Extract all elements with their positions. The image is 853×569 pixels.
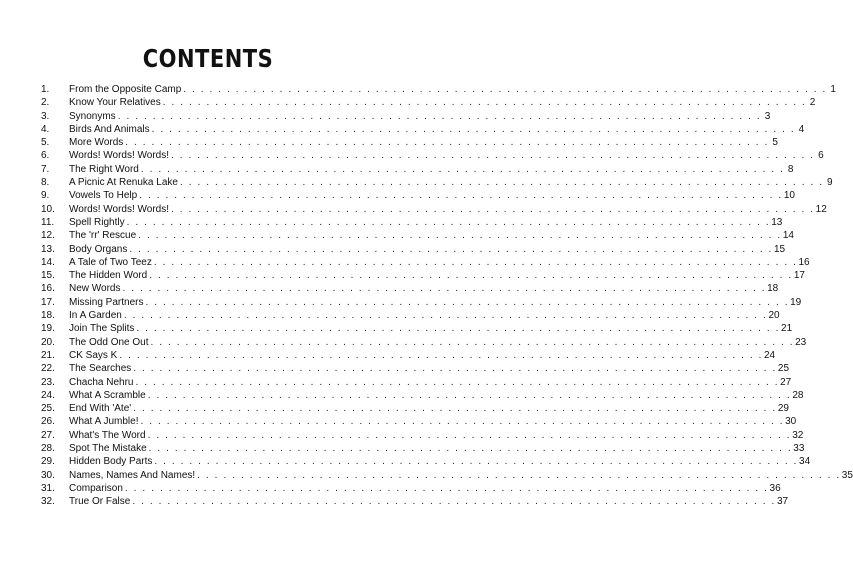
entry-page-number[interactable]: 33 [793, 443, 805, 455]
entry-title[interactable]: A Tale of Two Teez [69, 256, 152, 268]
entry-title[interactable]: True Or False [69, 496, 131, 508]
entry-number: 16. [41, 283, 55, 295]
entry-number: 28. [41, 443, 55, 455]
entry-page-number[interactable]: 4 [798, 123, 805, 135]
toc-entry-3[interactable] [41, 110, 771, 123]
entry-number: 26. [41, 416, 55, 428]
entry-number: 9. [41, 190, 50, 202]
entry-number: 30. [41, 469, 55, 481]
dot-leader: . . . . . . . . . . . . . . . . . . . . . . . . . . . . . . . . . . . . . . . . . . . . . . . . . . . . . . . . . . . . . . . . . . . . . . . . . . [132, 496, 776, 508]
dot-leader: . . . . . . . . . . . . . . . . . . . . . . . . . . . . . . . . . . . . . . . . . . . . . . . . . . . . . . . . . . . . . . . . . . . . . . . . . . [183, 84, 827, 95]
toc-entry-23[interactable] [41, 376, 792, 389]
entry-title[interactable]: Synonyms [69, 110, 116, 122]
dot-leader: . . . . . . . . . . . . . . . . . . . . . . . . . . . . . . . . . . . . . . . . . . . . . . . . . . . . . . . . . . . . . . . . . . . . . . . . . . [122, 283, 767, 295]
entry-title[interactable]: What A Jumble! [69, 416, 139, 428]
entry-number: 2. [41, 97, 50, 109]
entry-page-number[interactable]: 23 [795, 336, 807, 348]
entry-number: 17. [41, 296, 55, 308]
toc-entry-11[interactable] [41, 216, 783, 229]
dot-leader: . . . . . . . . . . . . . . . . . . . . . . . . . . . . . . . . . . . . . . . . . . . . . . . . . . . . . . . . . . . . . . . . . . . . . . . . . . [154, 456, 799, 468]
entry-number: 31. [41, 482, 55, 494]
entry-number: 24. [41, 389, 55, 401]
dot-leader: . . . . . . . . . . . . . . . . . . . . . . . . . . . . . . . . . . . . . . . . . . . . . . . . . . . . . . . . . . . . . . . . . . . . . . . . . . [147, 429, 792, 441]
entry-number: 29. [41, 456, 55, 468]
entry-number: 11. [41, 216, 55, 228]
entry-page-number[interactable]: 14 [782, 230, 794, 242]
entry-title[interactable]: The Odd One Out [69, 336, 149, 348]
entry-page-number[interactable]: 20 [768, 310, 780, 322]
entry-page-number[interactable]: 27 [780, 376, 792, 388]
entry-number: 14. [41, 256, 55, 268]
entry-page-number[interactable]: 25 [777, 363, 790, 375]
entry-page-number[interactable]: 13 [771, 216, 783, 228]
toc-entry-2[interactable] [41, 96, 816, 109]
dot-leader: . . . . . . . . . . . . . . . . . . . . . . . . . . . . . . . . . . . . . . . . . . . . . . . . . . . . . . . . . . . . . . . . . . . . . . . . . . [149, 270, 793, 282]
dot-leader: . . . . . . . . . . . . . . . . . . . . . . . . . . . . . . . . . . . . . . . . . . . . . . . . . . . . . . . . . . . . . . . . . . . . . . . . . . [117, 110, 762, 122]
entry-number: 5. [41, 137, 50, 149]
entry-page-number[interactable]: 30 [785, 416, 797, 428]
dot-leader: . . . . . . . . . . . . . . . . . . . . . . . . . . . . . . . . . . . . . . . . . . . . . . . . . . . . . . . . . . . . . . . . . . . . . . . . . . [133, 403, 777, 415]
entry-page-number[interactable]: 29 [777, 403, 789, 415]
entry-page-number[interactable]: 32 [792, 429, 804, 441]
entry-title[interactable]: Vowels To Help [69, 190, 138, 202]
entry-title[interactable]: What A Scramble [69, 389, 146, 401]
entry-title[interactable]: Missing Partners [69, 296, 144, 308]
entry-title[interactable]: In A Garden [69, 310, 122, 322]
entry-title[interactable]: Birds And Animals [69, 123, 150, 135]
entry-number: 8. [41, 177, 50, 189]
toc-entry-4[interactable] [41, 123, 805, 136]
dot-leader: . . . . . . . . . . . . . . . . . . . . . . . . . . . . . . . . . . . . . . . . . . . . . . . . . . . . . . . . . . . . . . . . . . . . . . . . . . [151, 123, 796, 135]
entry-title[interactable]: Names, Names And Names! [69, 469, 196, 481]
dot-leader: . . . . . . . . . . . . . . . . . . . . . . . . . . . . . . . . . . . . . . . . . . . . . . . . . . . . . . . . . . . . . . . . . . . . . . . . . . [139, 190, 783, 202]
toc-entry-15[interactable] [41, 269, 805, 282]
entry-number: 1. [41, 84, 50, 95]
dot-leader: . . . . . . . . . . . . . . . . . . . . . . . . . . . . . . . . . . . . . . . . . . . . . . . . . . . . . . . . . . . . . . . . . . . . . . . . . . [171, 203, 815, 215]
toc-entry-22[interactable] [41, 362, 790, 375]
toc-entry-18[interactable] [41, 309, 780, 322]
entry-number: 4. [41, 123, 50, 135]
toc-entry-30[interactable] [41, 469, 853, 482]
entry-number: 3. [41, 110, 50, 122]
entry-number: 25. [41, 403, 55, 415]
toc-entry-24[interactable] [41, 389, 804, 402]
dot-leader: . . . . . . . . . . . . . . . . . . . . . . . . . . . . . . . . . . . . . . . . . . . . . . . . . . . . . . . . . . . . . . . . . . . . . . . . . . [125, 137, 769, 149]
entry-page-number[interactable]: 16 [798, 256, 810, 268]
entry-title[interactable]: CK Says K [69, 349, 118, 361]
entry-number: 23. [41, 376, 55, 388]
dot-leader: . . . . . . . . . . . . . . . . . . . . . . . . . . . . . . . . . . . . . . . . . . . . . . . . . . . . . . . . . . . . . . . . . . . . . . . . . . [148, 443, 793, 455]
entry-page-number[interactable]: 24 [763, 349, 776, 361]
entry-page-number[interactable]: 12 [815, 203, 827, 215]
entry-page-number[interactable]: 15 [774, 243, 786, 255]
dot-leader: . . . . . . . . . . . . . . . . . . . . . . . . . . . . . . . . . . . . . . . . . . . . . . . . . . . . . . . . . . . . . . . . . . . . . . . . . . [124, 482, 769, 494]
toc-entry-6[interactable] [41, 149, 824, 162]
entry-page-number[interactable]: 34 [799, 456, 811, 468]
toc-entry-10[interactable] [41, 203, 827, 216]
entry-title[interactable]: Spell Rightly [69, 216, 125, 228]
entry-number: 20. [41, 336, 55, 348]
toc-entry-8[interactable] [41, 176, 833, 189]
entry-page-number[interactable]: 19 [790, 296, 802, 308]
entry-number: 12. [41, 230, 55, 242]
entry-title[interactable]: Comparison [69, 482, 123, 494]
entry-page-number[interactable]: 5 [772, 137, 778, 149]
dot-leader: . . . . . . . . . . . . . . . . . . . . . . . . . . . . . . . . . . . . . . . . . . . . . . . . . . . . . . . . . . . . . . . . . . . . . . . . . . [133, 363, 777, 375]
toc-entry-26[interactable] [41, 415, 797, 428]
page-title: CONTENTS [142, 44, 274, 73]
dot-leader: . . . . . . . . . . . . . . . . . . . . . . . . . . . . . . . . . . . . . . . . . . . . . . . . . . . . . . . . . . . . . . . . . . . . . . . . . . [162, 97, 807, 109]
entry-title[interactable]: More Words [69, 137, 124, 149]
entry-title[interactable]: The 'rr' Rescue [69, 230, 137, 242]
toc-entry-17[interactable] [41, 296, 802, 309]
toc-entry-20[interactable] [41, 336, 807, 349]
entry-title[interactable]: The Hidden Word [69, 270, 148, 282]
entry-title[interactable]: Know Your Relatives [69, 97, 161, 109]
dot-leader: . . . . . . . . . . . . . . . . . . . . . . . . . . . . . . . . . . . . . . . . . . . . . . . . . . . . . . . . . . . . . . . . . . . . . . . . . . [140, 163, 785, 175]
entry-page-number[interactable]: 3 [764, 110, 771, 122]
entry-page-number[interactable]: 21 [781, 323, 793, 335]
entry-title[interactable]: Chacha Nehru [69, 376, 134, 388]
entry-title[interactable]: Spot The Mistake [69, 443, 147, 455]
entry-title[interactable]: Join The Splits [69, 323, 135, 335]
entry-page-number[interactable]: 28 [792, 389, 804, 401]
toc-entry-28[interactable] [41, 442, 805, 455]
entry-number: 21. [41, 349, 55, 361]
toc-entry-29[interactable] [41, 455, 811, 468]
entry-title[interactable]: What's The Word [69, 429, 146, 441]
toc-entry-1[interactable] [41, 83, 836, 96]
entry-number: 22. [41, 363, 55, 375]
dot-leader: . . . . . . . . . . . . . . . . . . . . . . . . . . . . . . . . . . . . . . . . . . . . . . . . . . . . . . . . . . . . . . . . . . . . . . . . . . [136, 323, 781, 335]
toc-entry-16[interactable] [41, 282, 779, 295]
entry-title[interactable]: From the Opposite Camp [69, 84, 182, 95]
entry-title[interactable]: New Words [69, 283, 121, 295]
entry-page-number[interactable]: 8 [787, 163, 794, 175]
dot-leader: . . . . . . . . . . . . . . . . . . . . . . . . . . . . . . . . . . . . . . . . . . . . . . . . . . . . . . . . . . . . . . . . . . . . . . . . . . [150, 336, 795, 348]
dot-leader: . . . . . . . . . . . . . . . . . . . . . . . . . . . . . . . . . . . . . . . . . . . . . . . . . . . . . . . . . . . . . . . . . . . . . . . . . . [135, 376, 780, 388]
entry-title[interactable]: End With 'Ate' [69, 403, 132, 415]
toc-entry-25[interactable] [41, 402, 789, 415]
toc-entry-12[interactable] [41, 229, 794, 242]
dot-leader: . . . . . . . . . . . . . . . . . . . . . . . . . . . . . . . . . . . . . . . . . . . . . . . . . . . . . . . . . . . . . . . . . . . . . . . . . . [179, 177, 824, 189]
dot-leader: . . . . . . . . . . . . . . . . . . . . . . . . . . . . . . . . . . . . . . . . . . . . . . . . . . . . . . . . . . . . . . . . . . . . . . . . . . [129, 243, 773, 255]
dot-leader: . . . . . . . . . . . . . . . . . . . . . . . . . . . . . . . . . . . . . . . . . . . . . . . . . . . . . . . . . . . . . . . . . . . . . . . . . . [119, 349, 763, 361]
entry-title[interactable]: Hidden Body Parts [69, 456, 153, 468]
entry-number: 10. [41, 203, 55, 215]
entry-page-number[interactable]: 18 [767, 283, 779, 295]
entry-number: 13. [41, 243, 55, 255]
dot-leader: . . . . . . . . . . . . . . . . . . . . . . . . . . . . . . . . . . . . . . . . . . . . . . . . . . . . . . . . . . . . . . . . . . . . . . . . . . [171, 150, 815, 162]
toc-entry-7[interactable] [41, 163, 794, 176]
entry-number: 15. [41, 270, 55, 282]
entry-title[interactable]: Body Organs [69, 243, 128, 255]
entry-page-number[interactable]: 6 [818, 150, 824, 162]
toc-entry-19[interactable] [41, 322, 793, 335]
entry-title[interactable]: A Picnic At Renuka Lake [69, 177, 178, 189]
toc-entry-32[interactable] [41, 495, 789, 508]
entry-page-number[interactable]: 1 [830, 84, 836, 95]
entry-page-number[interactable]: 35 [841, 469, 853, 481]
entry-page-number[interactable]: 37 [776, 496, 789, 508]
entry-page-number[interactable]: 36 [769, 482, 781, 494]
entry-number: 32. [41, 496, 55, 508]
dot-leader: . . . . . . . . . . . . . . . . . . . . . . . . . . . . . . . . . . . . . . . . . . . . . . . . . . . . . . . . . . . . . . . . . . . . . . . . . . [138, 230, 782, 242]
entry-title[interactable]: Words! Words! Words! [69, 150, 170, 162]
toc-entry-5[interactable] [41, 136, 778, 149]
entry-number: 6. [41, 150, 50, 162]
entry-page-number[interactable]: 17 [793, 270, 805, 282]
toc-entry-27[interactable] [41, 429, 804, 442]
entry-number: 7. [41, 163, 50, 175]
toc-entry-21[interactable] [41, 349, 776, 362]
toc-entry-31[interactable] [41, 482, 781, 495]
toc-entry-13[interactable] [41, 243, 786, 256]
entry-title[interactable]: Words! Words! Words! [69, 203, 170, 215]
dot-leader: . . . . . . . . . . . . . . . . . . . . . . . . . . . . . . . . . . . . . . . . . . . . . . . . . . . . . . . . . . . . . . . . . . . . . . . . . . [126, 216, 771, 228]
entry-page-number[interactable]: 10 [783, 190, 795, 202]
dot-leader: . . . . . . . . . . . . . . . . . . . . . . . . . . . . . . . . . . . . . . . . . . . . . . . . . . . . . . . . . . . . . . . . . . . . . . . . . . [145, 296, 790, 308]
toc-entry-9[interactable] [41, 189, 795, 202]
entry-number: 18. [41, 310, 55, 322]
dot-leader: . . . . . . . . . . . . . . . . . . . . . . . . . . . . . . . . . . . . . . . . . . . . . . . . . . . . . . . . . . . . . . . . . . . . . . . . . . [153, 256, 798, 268]
entry-number: 19. [41, 323, 55, 335]
dot-leader: . . . . . . . . . . . . . . . . . . . . . . . . . . . . . . . . . . . . . . . . . . . . . . . . . . . . . . . . . . . . . . . . . . . . . . . . . . [140, 416, 785, 428]
entry-title[interactable]: The Right Word [69, 163, 139, 175]
dot-leader: . . . . . . . . . . . . . . . . . . . . . . . . . . . . . . . . . . . . . . . . . . . . . . . . . . . . . . . . . . . . . . . . . . . . . . . . . . [197, 469, 841, 481]
dot-leader: . . . . . . . . . . . . . . . . . . . . . . . . . . . . . . . . . . . . . . . . . . . . . . . . . . . . . . . . . . . . . . . . . . . . . . . . . . [147, 389, 792, 401]
entry-page-number[interactable]: 2 [809, 97, 816, 109]
entry-number: 27. [41, 429, 55, 441]
dot-leader: . . . . . . . . . . . . . . . . . . . . . . . . . . . . . . . . . . . . . . . . . . . . . . . . . . . . . . . . . . . . . . . . . . . . . . . . . . [123, 310, 768, 322]
entry-page-number[interactable]: 9 [827, 177, 833, 189]
toc-entry-14[interactable] [41, 256, 810, 269]
table-of-contents [41, 83, 853, 509]
entry-title[interactable]: The Searches [69, 363, 132, 375]
